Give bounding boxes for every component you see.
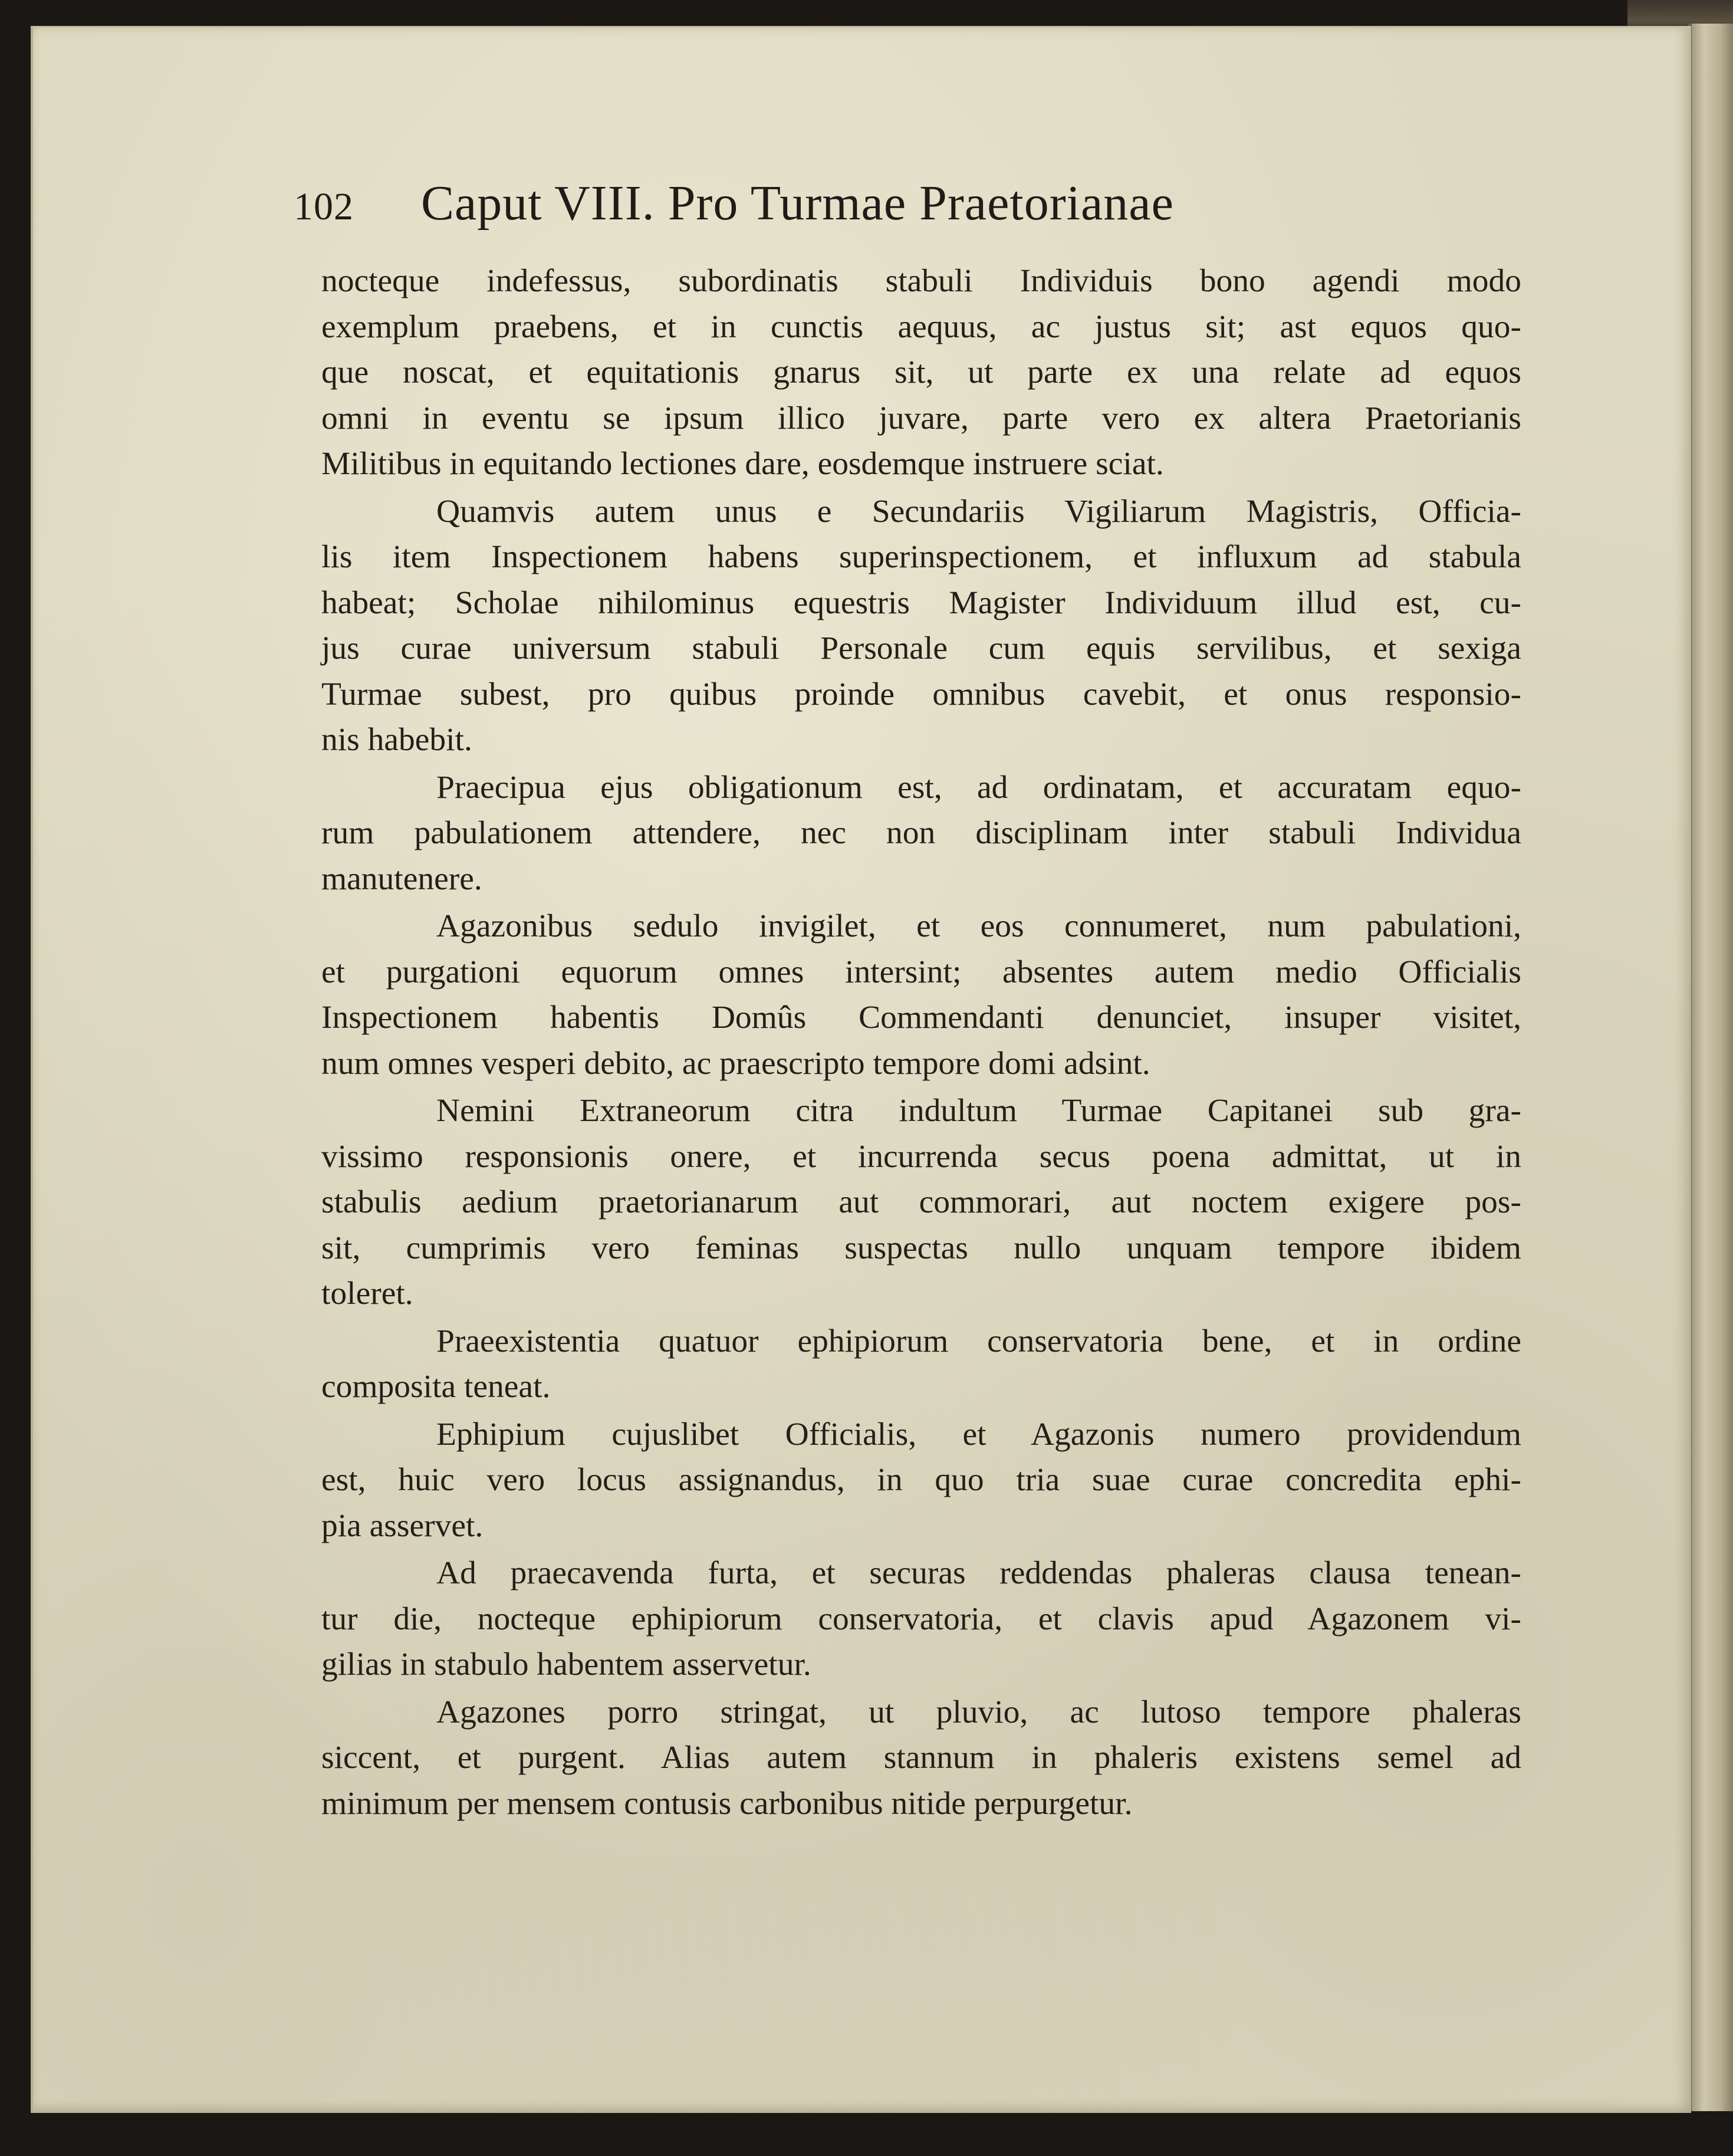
paragraph bbox=[321, 1319, 1521, 1410]
running-head: Caput VIII. Pro Turmae Praetorianae bbox=[421, 176, 1174, 231]
text-line: nocteque indefessus, subordinatis stabuli Individuis bono agendi modo bbox=[321, 263, 1521, 299]
text-line: Turmae subest, pro quibus proinde omnibus cavebit, et onus responsio- bbox=[321, 676, 1521, 712]
text-line: num omnes vesperi debito, ac praescripto tempore domi adsint. bbox=[321, 1045, 1150, 1082]
book-fore-edge bbox=[1688, 24, 1733, 2111]
text-line: Ad praecavenda furta, et securas reddendas phaleras clausa tenean- bbox=[436, 1555, 1521, 1591]
text-line: tur die, nocteque ephipiorum conservatoria, et clavis apud Agazonem vi- bbox=[321, 1600, 1521, 1637]
text-line: sit, cumprimis vero feminas suspectas nullo unquam tempore ibidem bbox=[321, 1230, 1521, 1266]
text-line: rum pabulationem attendere, nec non disciplinam inter stabuli Individua bbox=[321, 815, 1521, 851]
paragraph bbox=[321, 1550, 1521, 1688]
text-line: toleret. bbox=[321, 1276, 413, 1312]
text-line: Agazonibus sedulo invigilet, et eos connumeret, num pabulationi, bbox=[436, 908, 1521, 944]
text-line: Ephipium cujuslibet Officialis, et Agazonis numero providendum bbox=[436, 1416, 1521, 1452]
text-line: jus curae universum stabuli Personale cum equis servilibus, et sexiga bbox=[321, 630, 1521, 666]
text-line: Praeexistentia quatuor ephipiorum conservatoria bene, et in ordine bbox=[436, 1323, 1521, 1359]
paragraph bbox=[321, 1690, 1521, 1827]
text-line: Agazones porro stringat, ut pluvio, ac lutoso tempore phaleras bbox=[436, 1694, 1521, 1730]
text-line: que noscat, et equitationis gnarus sit, ut parte ex una relate ad equos bbox=[321, 354, 1521, 390]
text-line: Inspectionem habentis Domûs Commendanti denunciet, insuper visitet, bbox=[321, 1000, 1521, 1036]
paragraph bbox=[321, 1412, 1521, 1549]
paragraph bbox=[321, 258, 1521, 487]
text-line: pia asservet. bbox=[321, 1507, 484, 1544]
text-line: nis habebit. bbox=[321, 722, 472, 758]
text-line: manutenere. bbox=[321, 860, 482, 897]
text-line: est, huic vero locus assignandus, in quo tria suae curae concredita ephi- bbox=[321, 1462, 1521, 1498]
text-line: Quamvis autem unus e Secundariis Vigiliarum Magistris, Officia- bbox=[436, 493, 1521, 530]
text-line: gilias in stabulo habentem asservetur. bbox=[321, 1646, 811, 1682]
text-line: et purgationi equorum omnes intersint; absentes autem medio Officialis bbox=[321, 954, 1521, 990]
text-line: exemplum praebens, et in cunctis aequus, ac justus sit; ast equos quo- bbox=[321, 308, 1521, 345]
text-line: Praecipua ejus obligationum est, ad ordinatam, et accuratam equo- bbox=[436, 769, 1521, 806]
text-line: siccent, et purgent. Alias autem stannum in phaleris existens semel ad bbox=[321, 1740, 1521, 1776]
page-number: 102 bbox=[294, 185, 354, 228]
text-line: lis item Inspectionem habens superinspectionem, et influxum ad stabula bbox=[321, 539, 1521, 575]
paragraph bbox=[321, 1088, 1521, 1317]
paragraph bbox=[321, 489, 1521, 763]
text-line: vissimo responsionis onere, et incurrenda secus poena admittat, ut in bbox=[321, 1138, 1521, 1175]
paragraph bbox=[321, 903, 1521, 1086]
page-header bbox=[294, 175, 1473, 232]
body-text bbox=[321, 258, 1521, 1828]
text-line: minimum per mensem contusis carbonibus nitide perpurgetur. bbox=[321, 1785, 1133, 1822]
text-line: omni in eventu se ipsum illico juvare, parte vero ex altera Praetorianis bbox=[321, 400, 1521, 436]
text-line: stabulis aedium praetorianarum aut commorari, aut noctem exigere pos- bbox=[321, 1184, 1521, 1220]
text-line: Militibus in equitando lectiones dare, eosdemque instruere sciat. bbox=[321, 446, 1164, 482]
text-line: composita teneat. bbox=[321, 1369, 551, 1405]
text-line: Nemini Extraneorum citra indultum Turmae Capitanei sub gra- bbox=[436, 1093, 1521, 1129]
paragraph bbox=[321, 765, 1521, 902]
text-line: habeat; Scholae nihilominus equestris Magister Individuum illud est, cu- bbox=[321, 584, 1521, 621]
